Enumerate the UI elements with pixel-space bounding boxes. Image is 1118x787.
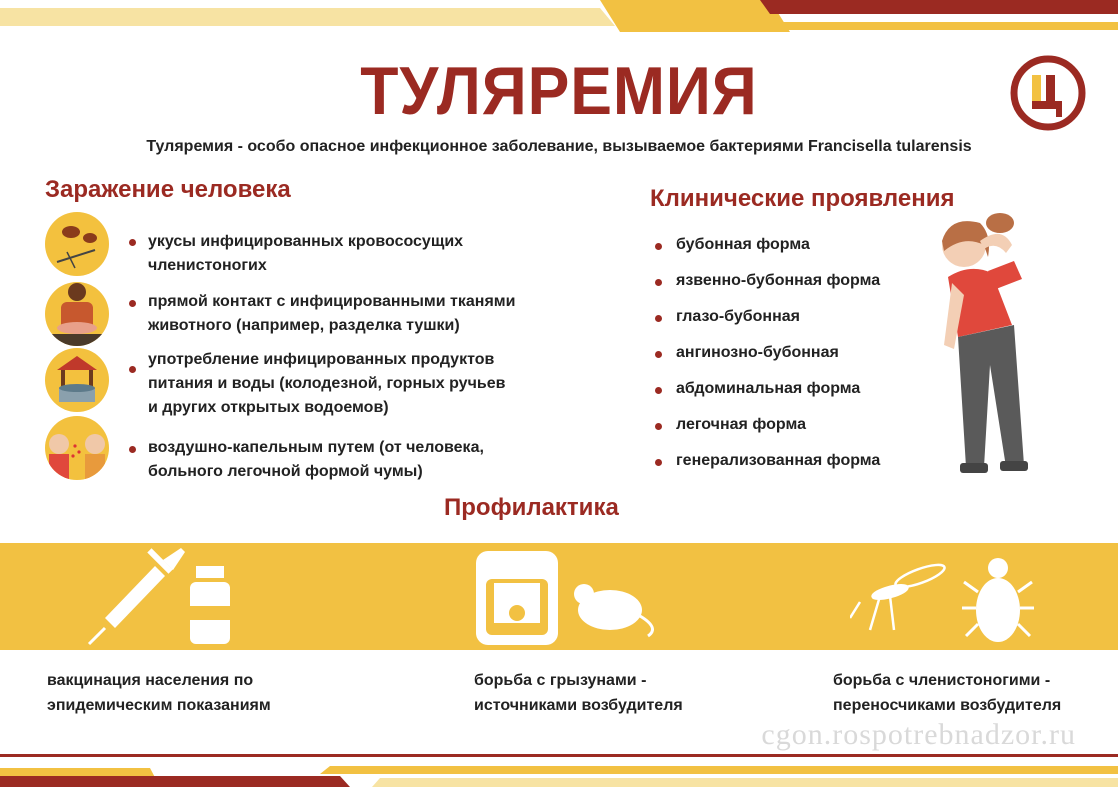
- well-icon: [45, 348, 109, 412]
- list-item-line: укусы инфицированных кровососущих: [148, 233, 464, 250]
- list-item-line: животного (например, разделка тушки): [148, 317, 460, 334]
- list-item-line: питания и воды (колодезной, горных ручьев: [148, 375, 506, 392]
- prevention-line: борьба с членистоногими -: [833, 672, 1051, 689]
- list-item-line: употребление инфицированных продуктов: [148, 351, 495, 368]
- list-item: легочная форма: [676, 416, 806, 433]
- list-item: язвенно-бубонная форма: [676, 272, 881, 289]
- sick-woman-illustration: [930, 205, 1040, 480]
- list-item-line: прямой контакт с инфицированными тканями: [148, 293, 516, 310]
- louse-icon: [962, 552, 1034, 648]
- bullet: [129, 300, 136, 307]
- vaccine-bottle-icon: [188, 566, 232, 646]
- prevention-heading: Профилактика: [444, 494, 619, 521]
- bullet: [129, 239, 136, 246]
- prevention-item-arthropods: [833, 668, 1061, 718]
- bullet: [655, 459, 662, 466]
- prevention-line: борьба с грызунами -: [474, 672, 647, 689]
- prevention-line: эпидемическим показаниям: [47, 697, 271, 714]
- list-item: [45, 212, 565, 276]
- list-item: [45, 416, 565, 480]
- list-item-line: больного легочной формой чумы): [148, 463, 423, 480]
- list-item: бубонная форма: [676, 236, 810, 253]
- mosquito-icon: [850, 562, 950, 632]
- list-item-line: и других открытых водоемов): [148, 399, 389, 416]
- butcher-icon: [45, 282, 109, 346]
- list-item-line: воздушно-капельным путем (от человека,: [148, 439, 484, 456]
- infection-heading: Заражение человека: [45, 176, 291, 203]
- prevention-item-vaccination: [47, 668, 271, 718]
- bullet: [655, 243, 662, 250]
- bottom-decoration: [0, 748, 1118, 787]
- list-item: [45, 282, 565, 346]
- bullet: [655, 315, 662, 322]
- list-item: ангинозно-бубонная: [676, 344, 839, 361]
- rodent-trap-icon: [476, 551, 558, 645]
- prevention-line: переносчиками возбудителя: [833, 697, 1062, 714]
- list-item-line: членистоногих: [148, 257, 267, 274]
- list-item: абдоминальная форма: [676, 380, 861, 397]
- top-decoration: [0, 0, 1118, 40]
- list-item: [45, 348, 565, 416]
- clinical-heading: Клинические проявления: [650, 185, 955, 212]
- sneezing-people-icon: [45, 416, 109, 480]
- prevention-line: вакцинация населения по: [47, 672, 254, 689]
- bullet: [655, 279, 662, 286]
- page-subtitle: Туляремия - особо опасное инфекционное заболевание, вызываемое бактериями Francisella tularensis: [146, 138, 972, 155]
- syringe-icon: [85, 548, 195, 648]
- bullet: [655, 387, 662, 394]
- list-item: генерализованная форма: [676, 452, 881, 469]
- page-title: ТУЛЯРЕМИЯ: [360, 53, 758, 129]
- watermark: cgon.rospotrebnadzor.ru: [761, 718, 1076, 751]
- bullet: [129, 366, 136, 373]
- list-item: глазо-бубонная: [676, 308, 800, 325]
- bullet: [129, 446, 136, 453]
- prevention-line: источниками возбудителя: [474, 697, 683, 714]
- bullet: [655, 423, 662, 430]
- mouse-icon: [568, 580, 662, 638]
- flea-mosquito-icon: [45, 212, 109, 276]
- bullet: [655, 351, 662, 358]
- prevention-item-rodents: [474, 668, 683, 718]
- clinical-list: [655, 236, 915, 486]
